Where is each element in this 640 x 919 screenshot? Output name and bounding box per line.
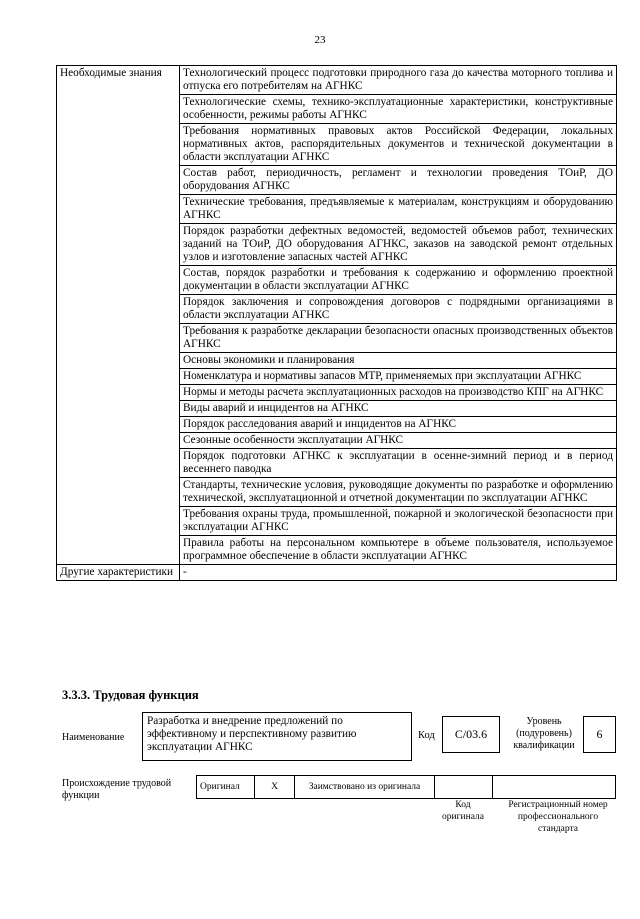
knowledge-item: Основы экономики и планирования — [180, 353, 617, 369]
knowledge-item: Стандарты, технические условия, руководящие документы по разработке и оформлению технической, эксплуатационной и отчетной документации по эксплуатации АГНКС — [180, 478, 617, 507]
registration-caption: Регистрационный номер профессионального стандарта — [508, 800, 608, 834]
code-caption: Код оригинала — [442, 800, 484, 822]
table-row — [57, 565, 617, 581]
knowledge-label: Необходимые знания — [57, 66, 180, 565]
page-number: 23 — [314, 34, 326, 46]
qualification-level-box: 6 — [583, 716, 616, 753]
knowledge-item: Сезонные особенности эксплуатации АГНКС — [180, 433, 617, 449]
knowledge-item: Технологический процесс подготовки природного газа до качества моторного топлива и отпуска его потребителям на АГНКС — [180, 66, 617, 95]
original-code-cell — [435, 776, 493, 799]
name-label: Наименование — [62, 732, 125, 743]
knowledge-item: Виды аварий и инцидентов на АГНКС — [180, 401, 617, 417]
knowledge-item: Номенклатура и нормативы запасов МТР, применяемых при эксплуатации АГНКС — [180, 369, 617, 385]
origin-label: Происхождение трудовой функции — [62, 778, 172, 801]
knowledge-item: Состав работ, периодичность, регламент и технологии проведения ТОиР, ДО оборудования АГНКС — [180, 166, 617, 195]
table-row — [197, 776, 616, 799]
knowledge-item: Технологические схемы, технико-эксплуатационные характеристики, конструктивные особенности, режимы работы АГНКС — [180, 95, 617, 124]
registration-number-cell — [493, 776, 616, 799]
code-label: Код — [418, 730, 435, 741]
knowledge-item: Требования охраны труда, промышленной, пожарной и экологической безопасности при эксплуатации АГНКС — [180, 507, 617, 536]
original-label: Оригинал — [197, 776, 255, 799]
knowledge-item: Порядок разработки дефектных ведомостей, ведомостей объемов работ, технических заданий на ТОиР, ДО оборудования АГНКС, заказов на заводской ремонт отдельных узлов и изготовление запасных частей АГНКС — [180, 224, 617, 266]
knowledge-item: Правила работы на персональном компьютере в объеме пользователя, используемое программное обеспечение в области эксплуатации АГНКС — [180, 536, 617, 565]
knowledge-item: Порядок заключения и сопровождения договоров с подрядными организациями в области эксплуатации АГНКС — [180, 295, 617, 324]
knowledge-item: Порядок подготовки АГНКС к эксплуатации в осенне-зимний период и в период весеннего паводка — [180, 449, 617, 478]
knowledge-item: Технические требования, предъявляемые к материалам, конструкциям и оборудованию АГНКС — [180, 195, 617, 224]
knowledge-item: Порядок расследования аварий и инцидентов на АГНКС — [180, 417, 617, 433]
section-title: 3.3.3. Трудовая функция — [62, 688, 199, 702]
knowledge-item: Требования нормативных правовых актов Российской Федерации, локальных нормативных актов, распорядительных документов и технической документации в области эксплуатации АГНКС — [180, 124, 617, 166]
table-row — [57, 66, 617, 95]
function-name-box: Разработка и внедрение предложений по эффективному и перспективному развитию эксплуатации АГНКС — [142, 712, 412, 761]
level-label: Уровень (подуровень) квалификации — [513, 716, 575, 751]
borrowed-label: Заимствовано из оригинала — [295, 776, 435, 799]
knowledge-item: Состав, порядок разработки и требования к содержанию и оформлению проектной документации в области эксплуатации АГНКС — [180, 266, 617, 295]
knowledge-item: Требования к разработке декларации безопасности опасных производственных объектов АГНКС — [180, 324, 617, 353]
original-mark: X — [255, 776, 295, 799]
other-characteristics-value: - — [180, 565, 617, 581]
origin-table — [196, 775, 616, 799]
other-characteristics-label: Другие характеристики — [57, 565, 180, 581]
knowledge-table — [56, 65, 617, 581]
function-code-box: C/03.6 — [442, 716, 500, 753]
knowledge-item: Нормы и методы расчета эксплуатационных расходов на производство КПГ на АГНКС — [180, 385, 617, 401]
